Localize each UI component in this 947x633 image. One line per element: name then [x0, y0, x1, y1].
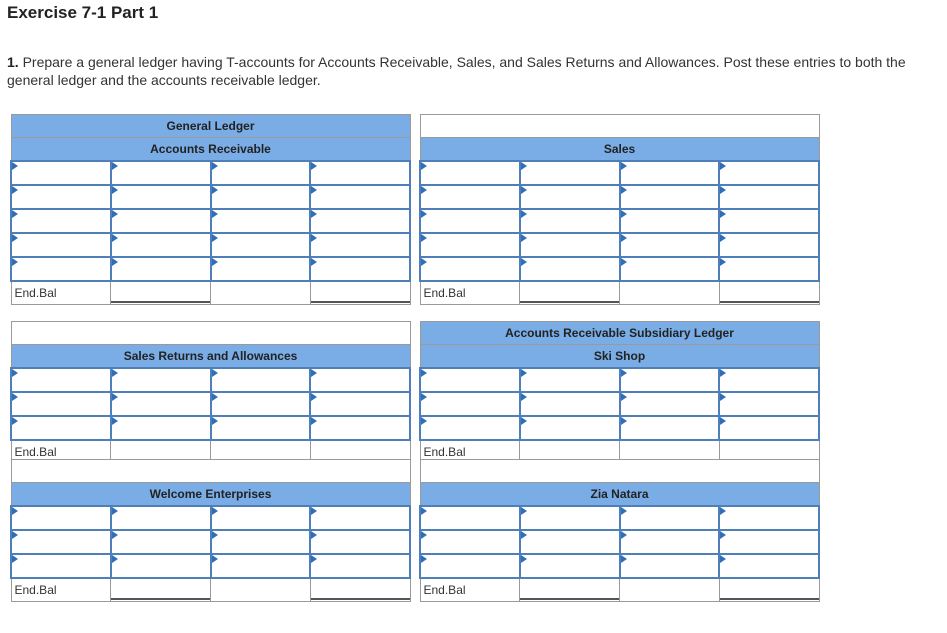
t-account-sales-returns — [10, 321, 411, 464]
t-account-welcome-enterprises — [10, 459, 411, 602]
credit-end-balance-input[interactable] — [719, 281, 819, 305]
credit-amount-input[interactable] — [310, 257, 410, 281]
entry-row — [420, 416, 819, 440]
credit-date-input[interactable] — [211, 554, 311, 578]
debit-date-input[interactable] — [420, 257, 520, 281]
account-title-ski-shop: Ski Shop — [420, 345, 819, 369]
t-account-sales — [419, 114, 820, 305]
debit-amount-input[interactable] — [111, 257, 211, 281]
debit-amount-input[interactable] — [111, 506, 211, 530]
credit-amount-input[interactable] — [719, 185, 819, 209]
credit-date-input[interactable] — [620, 209, 720, 233]
credit-amount-input[interactable] — [310, 209, 410, 233]
credit-amount-input[interactable] — [719, 506, 819, 530]
entry-row — [420, 506, 819, 530]
end-balance-row — [420, 281, 819, 305]
t-account-ski-shop — [419, 321, 820, 464]
entry-row — [11, 530, 410, 554]
credit-date-input[interactable] — [620, 233, 720, 257]
debit-date-input[interactable] — [420, 161, 520, 185]
credit-amount-input[interactable] — [719, 530, 819, 554]
entry-row — [420, 368, 819, 392]
credit-amount-input[interactable] — [719, 416, 819, 440]
debit-amount-input[interactable] — [111, 233, 211, 257]
debit-amount-input[interactable] — [520, 416, 620, 440]
debit-date-input[interactable] — [420, 209, 520, 233]
credit-end-balance-input[interactable] — [310, 281, 410, 305]
entry-row — [420, 530, 819, 554]
debit-amount-input[interactable] — [520, 530, 620, 554]
entry-row — [420, 233, 819, 257]
end-balance-row — [420, 578, 819, 602]
entry-row — [11, 554, 410, 578]
debit-date-input[interactable] — [11, 161, 111, 185]
entry-row — [11, 185, 410, 209]
debit-date-input[interactable] — [420, 233, 520, 257]
debit-date-input[interactable] — [420, 506, 520, 530]
entry-row — [420, 554, 819, 578]
debit-date-input[interactable] — [420, 530, 520, 554]
end-balance-label: End.Bal — [11, 281, 111, 305]
entry-row — [420, 257, 819, 281]
entry-row — [420, 185, 819, 209]
entry-row — [11, 161, 410, 185]
debit-date-input[interactable] — [11, 554, 111, 578]
instruction-number: 1. — [7, 54, 19, 70]
credit-date-input[interactable] — [620, 392, 720, 416]
credit-amount-input[interactable] — [310, 392, 410, 416]
debit-amount-input[interactable] — [111, 392, 211, 416]
debit-amount-input[interactable] — [111, 161, 211, 185]
debit-date-input[interactable] — [420, 185, 520, 209]
t-account-accounts-receivable — [10, 114, 411, 305]
debit-date-input[interactable] — [420, 392, 520, 416]
debit-end-balance-input[interactable] — [111, 578, 211, 602]
entry-row — [420, 209, 819, 233]
debit-amount-input[interactable] — [520, 161, 620, 185]
end-balance-label: End.Bal — [420, 281, 520, 305]
entry-row — [11, 233, 410, 257]
debit-amount-input[interactable] — [111, 209, 211, 233]
credit-end-balance-input[interactable] — [310, 578, 410, 602]
credit-amount-input[interactable] — [310, 416, 410, 440]
debit-date-input[interactable] — [420, 554, 520, 578]
credit-amount-input[interactable] — [310, 368, 410, 392]
entry-row — [11, 257, 410, 281]
account-title-accounts-receivable: Accounts Receivable — [11, 138, 410, 162]
credit-date-input[interactable] — [211, 209, 311, 233]
end-balance-row — [11, 578, 410, 602]
debit-amount-input[interactable] — [111, 530, 211, 554]
entry-row — [11, 506, 410, 530]
page-title: Exercise 7-1 Part 1 — [7, 3, 159, 22]
credit-date-input[interactable] — [211, 233, 311, 257]
credit-date-input[interactable] — [211, 530, 311, 554]
debit-amount-input[interactable] — [520, 392, 620, 416]
credit-date-input[interactable] — [211, 416, 311, 440]
debit-date-input[interactable] — [11, 185, 111, 209]
credit-date-input[interactable] — [211, 161, 311, 185]
credit-date-input[interactable] — [211, 257, 311, 281]
debit-amount-input[interactable] — [111, 554, 211, 578]
credit-amount-input[interactable] — [310, 506, 410, 530]
account-title-welcome-enterprises: Welcome Enterprises — [11, 483, 410, 507]
debit-date-input[interactable] — [11, 209, 111, 233]
credit-amount-input[interactable] — [310, 554, 410, 578]
debit-amount-input[interactable] — [520, 257, 620, 281]
entry-row — [11, 392, 410, 416]
instruction-text: Prepare a general ledger having T-accounts for Accounts Receivable, Sales, and Sales Returns and Allowances. Post these entries to both the general ledger and the accounts receivable ledger. — [7, 54, 906, 88]
credit-amount-input[interactable] — [310, 530, 410, 554]
credit-date-input[interactable] — [620, 530, 720, 554]
debit-amount-input[interactable] — [111, 185, 211, 209]
debit-amount-input[interactable] — [111, 368, 211, 392]
end-balance-label: End.Bal — [420, 440, 520, 464]
entry-row — [11, 209, 410, 233]
general-ledger-heading: General Ledger — [11, 115, 410, 138]
credit-amount-input[interactable] — [719, 368, 819, 392]
entry-row — [420, 392, 819, 416]
debit-date-input[interactable] — [11, 233, 111, 257]
end-balance-label: End.Bal — [11, 578, 111, 602]
instructions — [7, 53, 947, 89]
subsidiary-ledger-heading: Accounts Receivable Subsidiary Ledger — [420, 322, 819, 345]
debit-date-input[interactable] — [11, 368, 111, 392]
debit-date-input[interactable] — [420, 416, 520, 440]
credit-amount-input[interactable] — [310, 161, 410, 185]
credit-amount-input[interactable] — [719, 392, 819, 416]
account-title-zia-natara: Zia Natara — [420, 483, 819, 507]
credit-amount-input[interactable] — [719, 233, 819, 257]
debit-date-input[interactable] — [11, 506, 111, 530]
debit-amount-input[interactable] — [520, 368, 620, 392]
credit-date-input[interactable] — [620, 416, 720, 440]
credit-date-input[interactable] — [620, 554, 720, 578]
credit-date-input[interactable] — [211, 368, 311, 392]
debit-amount-input[interactable] — [520, 233, 620, 257]
debit-amount-input[interactable] — [520, 185, 620, 209]
entry-row — [11, 368, 410, 392]
debit-date-input[interactable] — [420, 368, 520, 392]
debit-end-balance-input[interactable] — [520, 281, 620, 305]
credit-date-input[interactable] — [620, 161, 720, 185]
t-account-zia-natara — [419, 459, 820, 602]
debit-date-input[interactable] — [11, 392, 111, 416]
end-balance-label: End.Bal — [420, 578, 520, 602]
credit-date-input[interactable] — [211, 392, 311, 416]
credit-amount-input[interactable] — [310, 233, 410, 257]
entry-row — [11, 416, 410, 440]
credit-date-input[interactable] — [620, 368, 720, 392]
credit-amount-input[interactable] — [719, 161, 819, 185]
credit-amount-input[interactable] — [719, 209, 819, 233]
credit-amount-input[interactable] — [719, 257, 819, 281]
debit-amount-input[interactable] — [520, 209, 620, 233]
credit-date-input[interactable] — [211, 506, 311, 530]
credit-end-balance-input[interactable] — [719, 578, 819, 602]
debit-end-balance-input[interactable] — [520, 578, 620, 602]
credit-date-input[interactable] — [620, 185, 720, 209]
credit-date-input[interactable] — [620, 257, 720, 281]
account-title-sales: Sales — [420, 138, 819, 162]
entry-row — [420, 161, 819, 185]
end-balance-row — [11, 281, 410, 305]
credit-amount-input[interactable] — [719, 554, 819, 578]
debit-amount-input[interactable] — [111, 416, 211, 440]
debit-date-input[interactable] — [11, 530, 111, 554]
debit-end-balance-input[interactable] — [111, 281, 211, 305]
credit-amount-input[interactable] — [310, 185, 410, 209]
debit-date-input[interactable] — [11, 257, 111, 281]
debit-date-input[interactable] — [11, 416, 111, 440]
end-balance-label: End.Bal — [11, 440, 111, 464]
credit-date-input[interactable] — [620, 506, 720, 530]
debit-amount-input[interactable] — [520, 554, 620, 578]
account-title-sales-returns: Sales Returns and Allowances — [11, 345, 410, 369]
debit-amount-input[interactable] — [520, 506, 620, 530]
credit-date-input[interactable] — [211, 185, 311, 209]
